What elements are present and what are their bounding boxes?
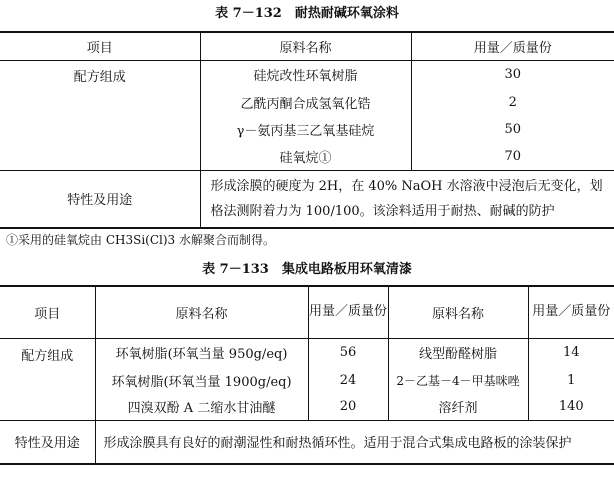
table1-section-label: 配方组成 — [0, 60, 200, 170]
table1-amount-cell: 30 — [504, 67, 522, 83]
table1-amount-cell: 70 — [411, 143, 614, 170]
table2-material2-cell: 线型酚醛树脂 — [388, 338, 528, 366]
table2 — [0, 285, 614, 465]
table1-header-row — [0, 32, 614, 60]
table1-footnote: ①采用的硅氧烷由 CH3Si(Cl)3 水解聚合而制得。 — [6, 233, 275, 247]
table2-amount2-cell: 1 — [567, 372, 576, 388]
table2-header-material1: 原料名称 — [95, 286, 308, 338]
table2-amount2-cell: 14 — [562, 344, 580, 360]
table1-material-cell: 乙酰丙酮合成氢氧化锆 — [200, 89, 411, 116]
table1-usage-text: 形成涂膜的硬度为 2H，在 40% NaOH 水溶液中浸泡后无变化，划格法测附着力为 100/100。该涂料适用于耐热、耐碱的防护 — [210, 178, 603, 219]
table1 — [0, 31, 614, 229]
table2-header-item: 项目 — [0, 286, 95, 338]
table2-caption: 表 7－133 集成电路板用环氧清漆 — [202, 262, 412, 277]
table2-amount2-cell: 140 — [528, 394, 614, 420]
table1-usage-label: 特性及用途 — [0, 170, 200, 228]
table-row — [0, 338, 614, 366]
table1-material-cell: 硅烷改性环氧树脂 — [200, 60, 411, 89]
table2-amount1-cell: 24 — [308, 366, 388, 394]
table1-material-cell: 硅氧烷① — [200, 143, 411, 170]
table2-material1-cell: 四溴双酚 A 二缩水甘油醚 — [95, 394, 308, 420]
table2-header-amount2: 用量／质量份 — [528, 286, 614, 338]
table2-usage-text: 形成涂膜具有良好的耐潮湿性和耐热循环性。适用于混合式集成电路板的涂装保护 — [103, 436, 572, 452]
table2-header-amount1: 用量／质量份 — [308, 286, 388, 338]
table2-section-label: 配方组成 — [0, 338, 95, 420]
table-row — [0, 60, 614, 89]
table2-material2-cell: 溶纤剂 — [388, 394, 528, 420]
table2-usage-row — [0, 420, 614, 464]
table1-material-cell: γ－氨丙基三乙氧基硅烷 — [200, 116, 411, 143]
table2-material1-cell: 环氧树脂(环氧当量 950g/eq) — [95, 338, 308, 366]
table2-amount1-cell: 20 — [308, 394, 388, 420]
table1-usage-row — [0, 170, 614, 228]
table1-header-material: 原料名称 — [200, 32, 411, 60]
table1-caption: 表 7－132 耐热耐碱环氧涂料 — [215, 6, 399, 21]
table2-header-material2: 原料名称 — [388, 286, 528, 338]
table1-header-amount: 用量／质量份 — [411, 32, 614, 60]
table1-amount-cell: 50 — [504, 122, 522, 137]
table2-material2-cell: 2－乙基－4－甲基咪唑 — [388, 366, 528, 394]
table2-material1-cell: 环氧树脂(环氧当量 1900g/eq) — [95, 366, 308, 394]
table2-usage-label: 特性及用途 — [0, 420, 95, 464]
table2-amount1-cell: 56 — [308, 338, 388, 366]
table1-amount-cell: 2 — [508, 95, 517, 110]
table1-header-item: 项目 — [0, 32, 200, 60]
table2-header-row — [0, 286, 614, 338]
